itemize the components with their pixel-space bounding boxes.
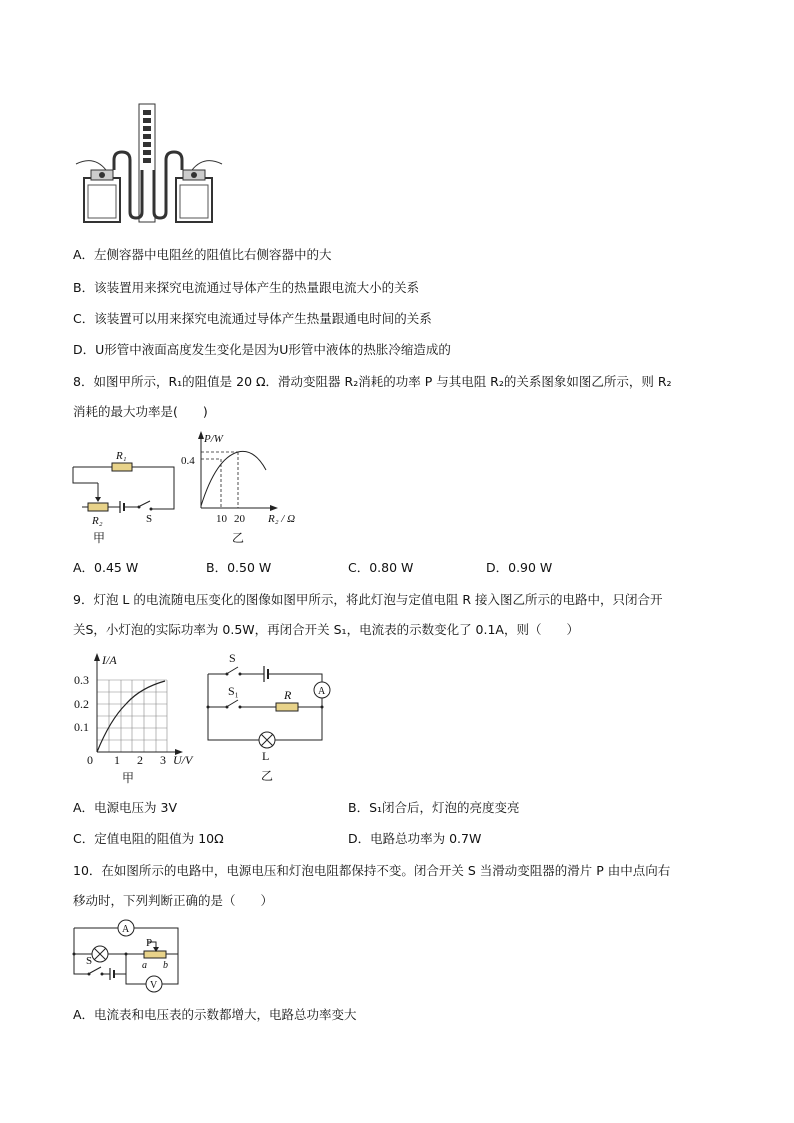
q9-option-a[interactable]: A．电源电压为 3V (73, 800, 178, 815)
q8-caption-jia: 甲 (93, 531, 106, 545)
q9-graph-xlabel: U/V (173, 753, 193, 767)
q10-s-label: S (86, 955, 93, 967)
q8-caption-yi: 乙 (232, 531, 245, 545)
q8-circuit-figure (70, 445, 180, 545)
q10-b-label: b (163, 960, 168, 971)
q10-ammeter-label: A (122, 924, 130, 935)
q8-r2-label: R₂ (92, 515, 103, 527)
q9-r-label: R (284, 688, 292, 702)
q8-graph-xtick-20: 20 (234, 513, 245, 525)
q8-stem-line2: 消耗的最大功率是( ) (73, 404, 208, 419)
q8-option-c[interactable]: C．0.80 W (348, 560, 414, 575)
q9-ammeter-label: A (318, 686, 326, 697)
q9-option-c[interactable]: C．定值电阻的阻值为 10Ω (73, 831, 224, 846)
q10-p-label: P (146, 937, 153, 949)
q9-s-label: S (229, 652, 236, 665)
q7-option-b[interactable]: B．该装置用来探究电流通过导体产生的热量跟电流大小的关系 (73, 280, 420, 295)
q9-caption-jia: 甲 (122, 771, 135, 785)
q9-graph-ylabel: I/A (102, 653, 117, 667)
q8-power-graph (178, 428, 313, 548)
q9-iu-graph (70, 648, 200, 788)
q7-apparatus-figure (74, 100, 224, 225)
q8-graph-ytick: 0.4 (181, 455, 195, 467)
q8-option-d[interactable]: D．0.90 W (486, 560, 553, 575)
q9-graph-xtick-2: 2 (137, 753, 143, 767)
q8-stem-line1: 8．如图甲所示，R₁的阻值是 20 Ω．滑动变阻器 R₂消耗的功率 P 与其电阻 R₂的关系图象如图乙所示，则 R₂ (73, 374, 672, 389)
q9-graph-ytick-01: 0.1 (74, 720, 89, 734)
q9-graph-ytick-03: 0.3 (74, 673, 89, 687)
q8-option-a[interactable]: A．0.45 W (73, 560, 139, 575)
q9-stem-line2: 关S，小灯泡的实际功率为 0.5W，再闭合开关 S₁，电流表的示数变化了 0.1A，则（ ） (73, 622, 579, 637)
q7-option-d[interactable]: D．U形管中液面高度发生变化是因为U形管中液体的热胀冷缩造成的 (73, 342, 451, 357)
q8-graph-xlabel: R₂ / Ω (268, 513, 296, 525)
q7-option-a[interactable]: A．左侧容器中电阻丝的阻值比右侧容器中的大 (73, 247, 332, 262)
q10-voltmeter-label: V (150, 980, 158, 991)
q9-option-d[interactable]: D．电路总功率为 0.7W (348, 831, 482, 846)
q9-graph-xtick-1: 1 (114, 753, 120, 767)
q10-stem-line2: 移动时，下列判断正确的是（ ） (73, 893, 274, 908)
q10-stem-line1: 10．在如图所示的电路中，电源电压和灯泡电阻都保持不变。闭合开关 S 当滑动变阻器的滑片 P 由中点向右 (73, 863, 671, 878)
q8-option-b[interactable]: B．0.50 W (206, 560, 272, 575)
q9-circuit-figure (200, 652, 340, 792)
q10-circuit-figure (70, 918, 190, 998)
q9-graph-ytick-02: 0.2 (74, 697, 89, 711)
q8-graph-ylabel: P/W (204, 433, 223, 445)
q10-option-a[interactable]: A．电流表和电压表的示数都增大，电路总功率变大 (73, 1007, 357, 1022)
q8-graph-xtick-10: 10 (216, 513, 227, 525)
q10-a-label: a (142, 960, 147, 971)
q9-caption-yi: 乙 (261, 769, 274, 783)
q9-option-b[interactable]: B．S₁闭合后，灯泡的亮度变亮 (348, 800, 520, 815)
q8-s-label: S (146, 513, 153, 525)
q8-r1-label: R₁ (116, 450, 127, 462)
q9-s1-label: S₁ (228, 684, 239, 698)
q9-l-label: L (262, 749, 270, 763)
q9-graph-xtick-3: 3 (160, 753, 166, 767)
q7-option-c[interactable]: C．该装置可以用来探究电流通过导体产生热量跟通电时间的关系 (73, 311, 432, 326)
q9-graph-xtick-0: 0 (87, 753, 93, 767)
q9-stem-line1: 9．灯泡 L 的电流随电压变化的图像如图甲所示，将此灯泡与定值电阻 R 接入图乙所示的电路中，只闭合开 (73, 592, 663, 607)
